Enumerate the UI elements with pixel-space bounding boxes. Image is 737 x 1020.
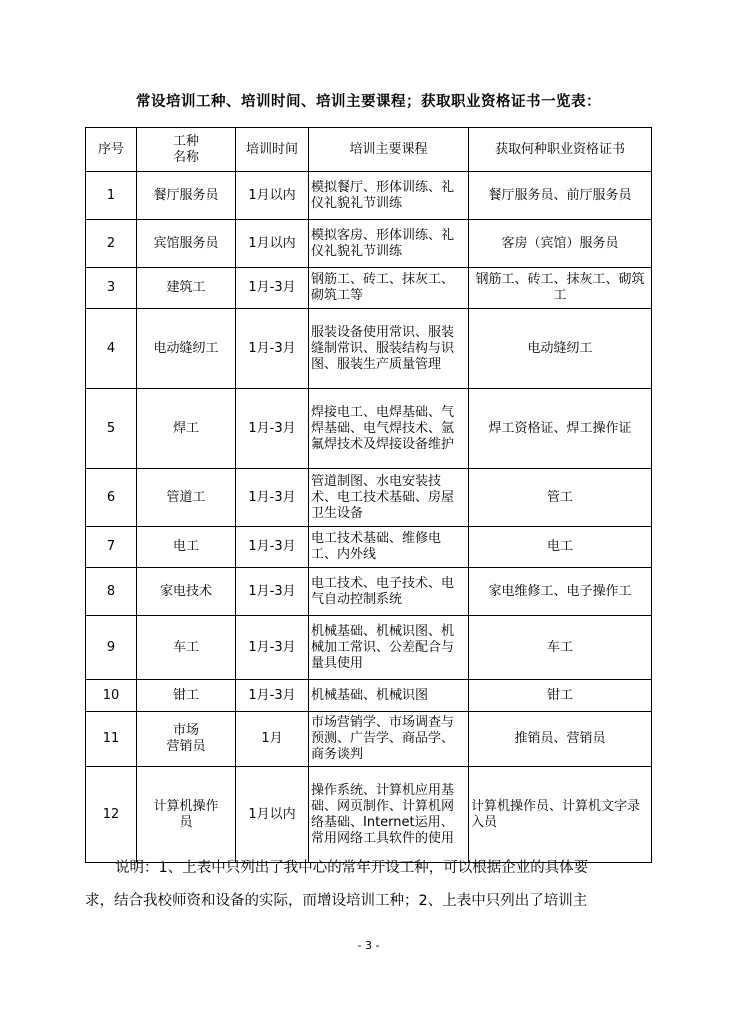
cell-cert: 电动缝纫工 (469, 309, 652, 389)
cell-courses: 钢筋工、砖工、抹灰工、砌筑工等 (309, 268, 469, 309)
cell-type-line: 餐厅服务员 (153, 187, 219, 203)
cell-type-line: 电工 (172, 539, 199, 554)
note-line-1: 说明：1、上表中只列出了我中心的常年开设工种，可以根据企业的具体要 (115, 860, 589, 876)
cell-type-line: 营销员 (166, 739, 206, 754)
cell-courses: 电工技术、电子技术、电气自动控制系统 (309, 568, 469, 616)
cell-courses: 焊接电工、电焊基础、气焊基础、电气焊技术、氩氟焊技术及焊接设备维护 (309, 389, 469, 469)
cell-cert: 车工 (469, 616, 652, 680)
cell-time: 1月-3月 (236, 680, 309, 712)
cell-seq: 3 (86, 268, 137, 309)
cell-type (137, 469, 236, 527)
cell-time: 1月-3月 (236, 469, 309, 527)
cell-seq: 10 (86, 680, 137, 712)
cell-courses: 机械基础、机械识图 (309, 680, 469, 712)
cell-courses: 模拟客房、形体训练、礼仪礼貌礼节训练 (309, 220, 469, 268)
header-type (137, 128, 236, 172)
cell-cert: 钳工 (469, 680, 652, 712)
cell-courses: 机械基础、机械识图、机械加工常识、公差配合与量具使用 (309, 616, 469, 680)
cell-seq: 11 (86, 712, 137, 767)
cell-courses: 电工技术基础、维修电工、内外线 (309, 527, 469, 568)
cell-seq: 6 (86, 469, 137, 527)
cell-seq: 5 (86, 389, 137, 469)
cell-type-line: 电动缝纫工 (153, 340, 219, 356)
page-title: 常设培训工种、培训时间、培训主要课程；获取职业资格证书一览表： (136, 94, 601, 110)
header-type-line1: 工种 (172, 133, 199, 149)
cell-time: 1月-3月 (236, 616, 309, 680)
cell-time: 1月 (236, 712, 309, 767)
table-row (86, 616, 652, 680)
cell-type (137, 220, 236, 268)
cell-time: 1月-3月 (236, 268, 309, 309)
cell-type-line: 宾馆服务员 (153, 235, 219, 251)
cell-time: 1月以内 (236, 767, 309, 863)
cell-courses: 模拟餐厅、形体训练、礼仪礼貌礼节训练 (309, 172, 469, 220)
cell-type (137, 268, 236, 309)
header-type-line2: 名称 (172, 149, 199, 165)
cell-seq: 8 (86, 568, 137, 616)
cell-courses: 操作系统、计算机应用基础、网页制作、计算机网络基础、Internet运用、常用网络工具软件的使用 (309, 767, 469, 863)
header-seq: 序号 (86, 128, 137, 172)
table-row (86, 172, 652, 220)
cell-seq: 7 (86, 527, 137, 568)
table-row (86, 767, 652, 863)
cell-type (137, 767, 236, 863)
cell-cert: 电工 (469, 527, 652, 568)
header-cert: 获取何种职业资格证书 (469, 128, 652, 172)
header-time: 培训时间 (236, 128, 309, 172)
cell-type-line: 计算机操作 (153, 798, 219, 814)
cell-type (137, 712, 236, 767)
cell-type-line: 钳工 (172, 687, 199, 703)
cell-time: 1月以内 (236, 220, 309, 268)
cell-seq: 2 (86, 220, 137, 268)
cell-time: 1月以内 (236, 172, 309, 220)
cell-cert: 家电维修工、电子操作工 (469, 568, 652, 616)
table-row (86, 469, 652, 527)
cell-type (137, 389, 236, 469)
cell-type-line: 建筑工 (166, 280, 206, 295)
page-number: - 3 - (357, 939, 380, 952)
cell-type-line: 焊工 (172, 420, 199, 436)
cell-cert: 计算机操作员、计算机文字录入员 (469, 767, 652, 863)
cell-seq: 12 (86, 767, 137, 863)
cell-type-line: 车工 (172, 639, 199, 655)
table-row (86, 220, 652, 268)
cell-type-line: 家电技术 (159, 583, 212, 599)
cell-seq: 4 (86, 309, 137, 389)
table-row (86, 309, 652, 389)
cell-cert: 推销员、营销员 (469, 712, 652, 767)
table-row (86, 268, 652, 309)
cell-seq: 1 (86, 172, 137, 220)
table-row (86, 680, 652, 712)
table-row (86, 527, 652, 568)
cell-time: 1月-3月 (236, 309, 309, 389)
cell-cert: 餐厅服务员、前厅服务员 (469, 172, 652, 220)
cell-time: 1月-3月 (236, 389, 309, 469)
table-row (86, 389, 652, 469)
table-row (86, 568, 652, 616)
cell-courses: 市场营销学、市场调查与预测、广告学、商品学、商务谈判 (309, 712, 469, 767)
cell-courses: 管道制图、水电安装技术、电工技术基础、房屋卫生设备 (309, 469, 469, 527)
cell-courses: 服装设备使用常识、服装缝制常识、服装结构与识图、服装生产质量管理 (309, 309, 469, 389)
cell-cert: 客房（宾馆）服务员 (469, 220, 652, 268)
cell-type (137, 309, 236, 389)
cell-seq: 9 (86, 616, 137, 680)
cell-type-line: 员 (179, 814, 193, 830)
cell-time: 1月-3月 (236, 568, 309, 616)
cell-cert: 钢筋工、砖工、抹灰工、砌筑工 (469, 268, 652, 309)
training-table (85, 127, 652, 863)
cell-type-line: 管道工 (166, 489, 206, 505)
cell-type (137, 172, 236, 220)
cell-type-line: 市场 (172, 723, 199, 738)
cell-type (137, 527, 236, 568)
table-row (86, 712, 652, 767)
cell-type (137, 616, 236, 680)
cell-type (137, 568, 236, 616)
header-courses: 培训主要课程 (309, 128, 469, 172)
cell-cert: 焊工资格证、焊工操作证 (469, 389, 652, 469)
note-line-2: 求，结合我校师资和设备的实际，而增设培训工种；2、上表中只列出了培训主 (85, 893, 588, 909)
cell-cert: 管工 (469, 469, 652, 527)
cell-type (137, 680, 236, 712)
table-header-row (86, 128, 652, 172)
cell-time: 1月-3月 (236, 527, 309, 568)
